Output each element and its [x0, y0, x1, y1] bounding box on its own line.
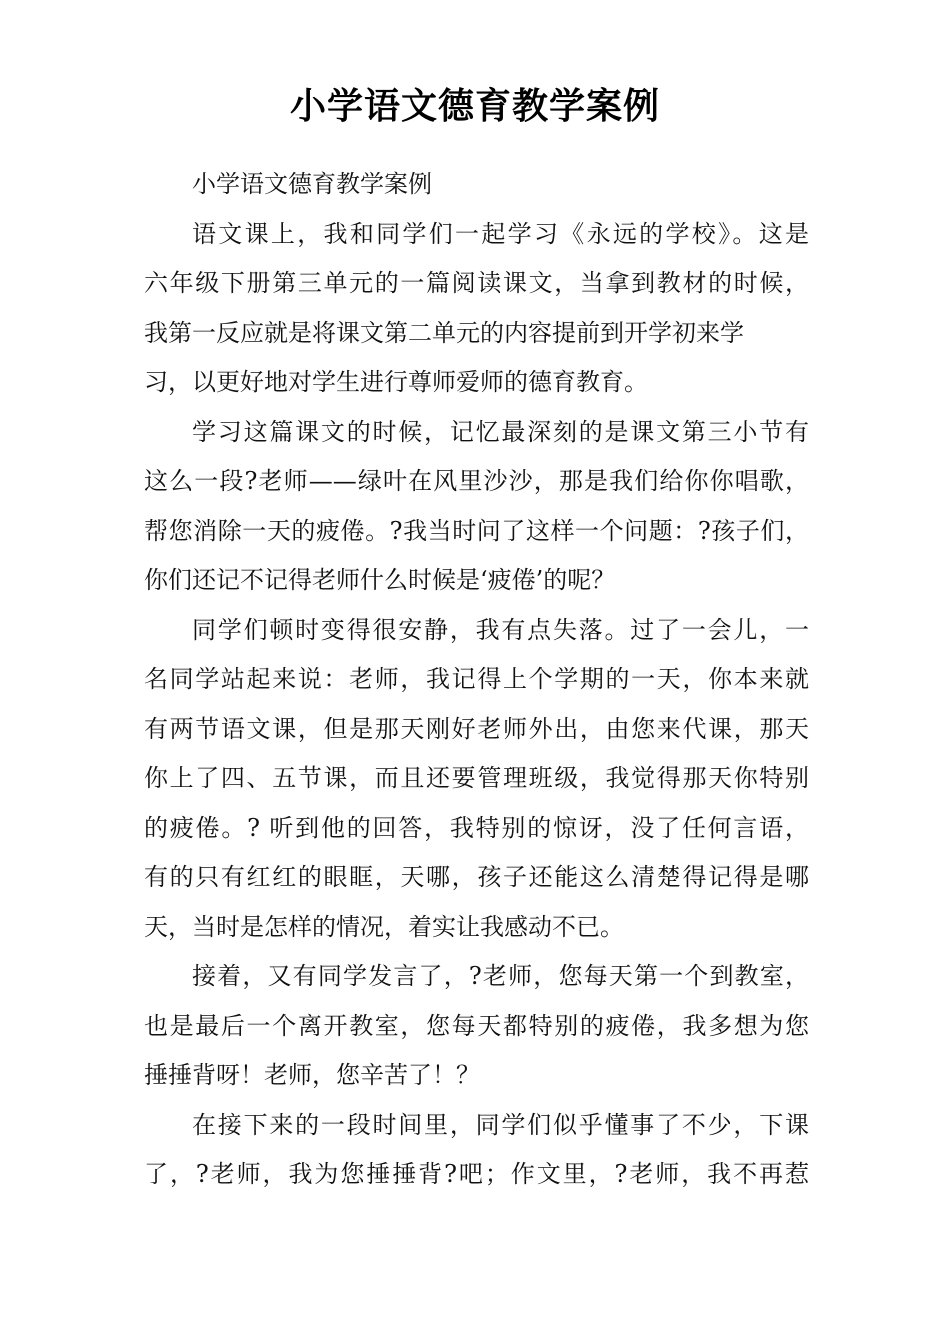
text-line: 名同学站起来说：老师，我记得上个学期的一天，你本来就	[144, 665, 809, 693]
paragraph-2	[144, 408, 809, 606]
paragraph-1	[144, 210, 809, 408]
text-line: 帮您消除一天的疲倦。?我当时问了这样一个问题：?孩子们，	[144, 516, 809, 545]
text-line: 学习这篇课文的时候，记忆最深刻的是课文第三小节有	[192, 417, 809, 446]
text-line: 小学语文德育教学案例	[192, 170, 432, 198]
paragraph-subtitle	[144, 160, 809, 210]
text-line: 有两节语文课，但是那天刚好老师外出，由您来代课，那天	[144, 714, 809, 743]
text-line: 你上了四、五节课，而且还要管理班级，我觉得那天你特别	[144, 764, 809, 792]
text-line: 了，?老师，我为您捶捶背?吧；作文里，?老师，我不再惹	[144, 1160, 809, 1188]
text-line: 也是最后一个离开教室，您每天都特别的疲倦，我多想为您	[144, 1011, 809, 1040]
text-line: 捶捶背呀！老师，您辛苦了！？	[144, 1061, 480, 1089]
text-line: 六年级下册第三单元的一篇阅读课文，当拿到教材的时候，	[144, 269, 809, 297]
text-line: 的疲倦。? 听到他的回答，我特别的惊讶，没了任何言语，	[144, 813, 809, 842]
paragraph-4	[144, 952, 809, 1101]
text-line: 我第一反应就是将课文第二单元的内容提前到开学初来学	[144, 318, 744, 347]
text-line: 语文课上，我和同学们一起学习《永远的学校》。这是	[192, 219, 809, 248]
text-line: 天，当时是怎样的情况，着实让我感动不已。	[144, 912, 624, 941]
text-line: 有的只有红红的眼眶，天哪，孩子还能这么清楚得记得是哪	[144, 863, 809, 891]
text-line: 接着，又有同学发言了，?老师，您每天第一个到教室，	[192, 962, 809, 990]
text-line: 同学们顿时变得很安静，我有点失落。过了一会儿，一	[192, 615, 809, 644]
paragraph-5	[144, 1101, 809, 1200]
paragraph-3	[144, 606, 809, 953]
text-line: 你们还记不记得老师什么时候是‘疲倦’的呢？	[144, 566, 616, 594]
text-line: 在接下来的一段时间里，同学们似乎懂事了不少，下课	[192, 1110, 809, 1139]
text-line: 习，以更好地对学生进行尊师爱师的德育教育。	[144, 368, 648, 396]
document-body	[144, 160, 809, 1200]
document-title: 小学语文德育教学案例	[289, 85, 660, 127]
text-line: 这么一段?老师——绿叶在风里沙沙，那是我们给你你唱歌，	[144, 467, 809, 495]
